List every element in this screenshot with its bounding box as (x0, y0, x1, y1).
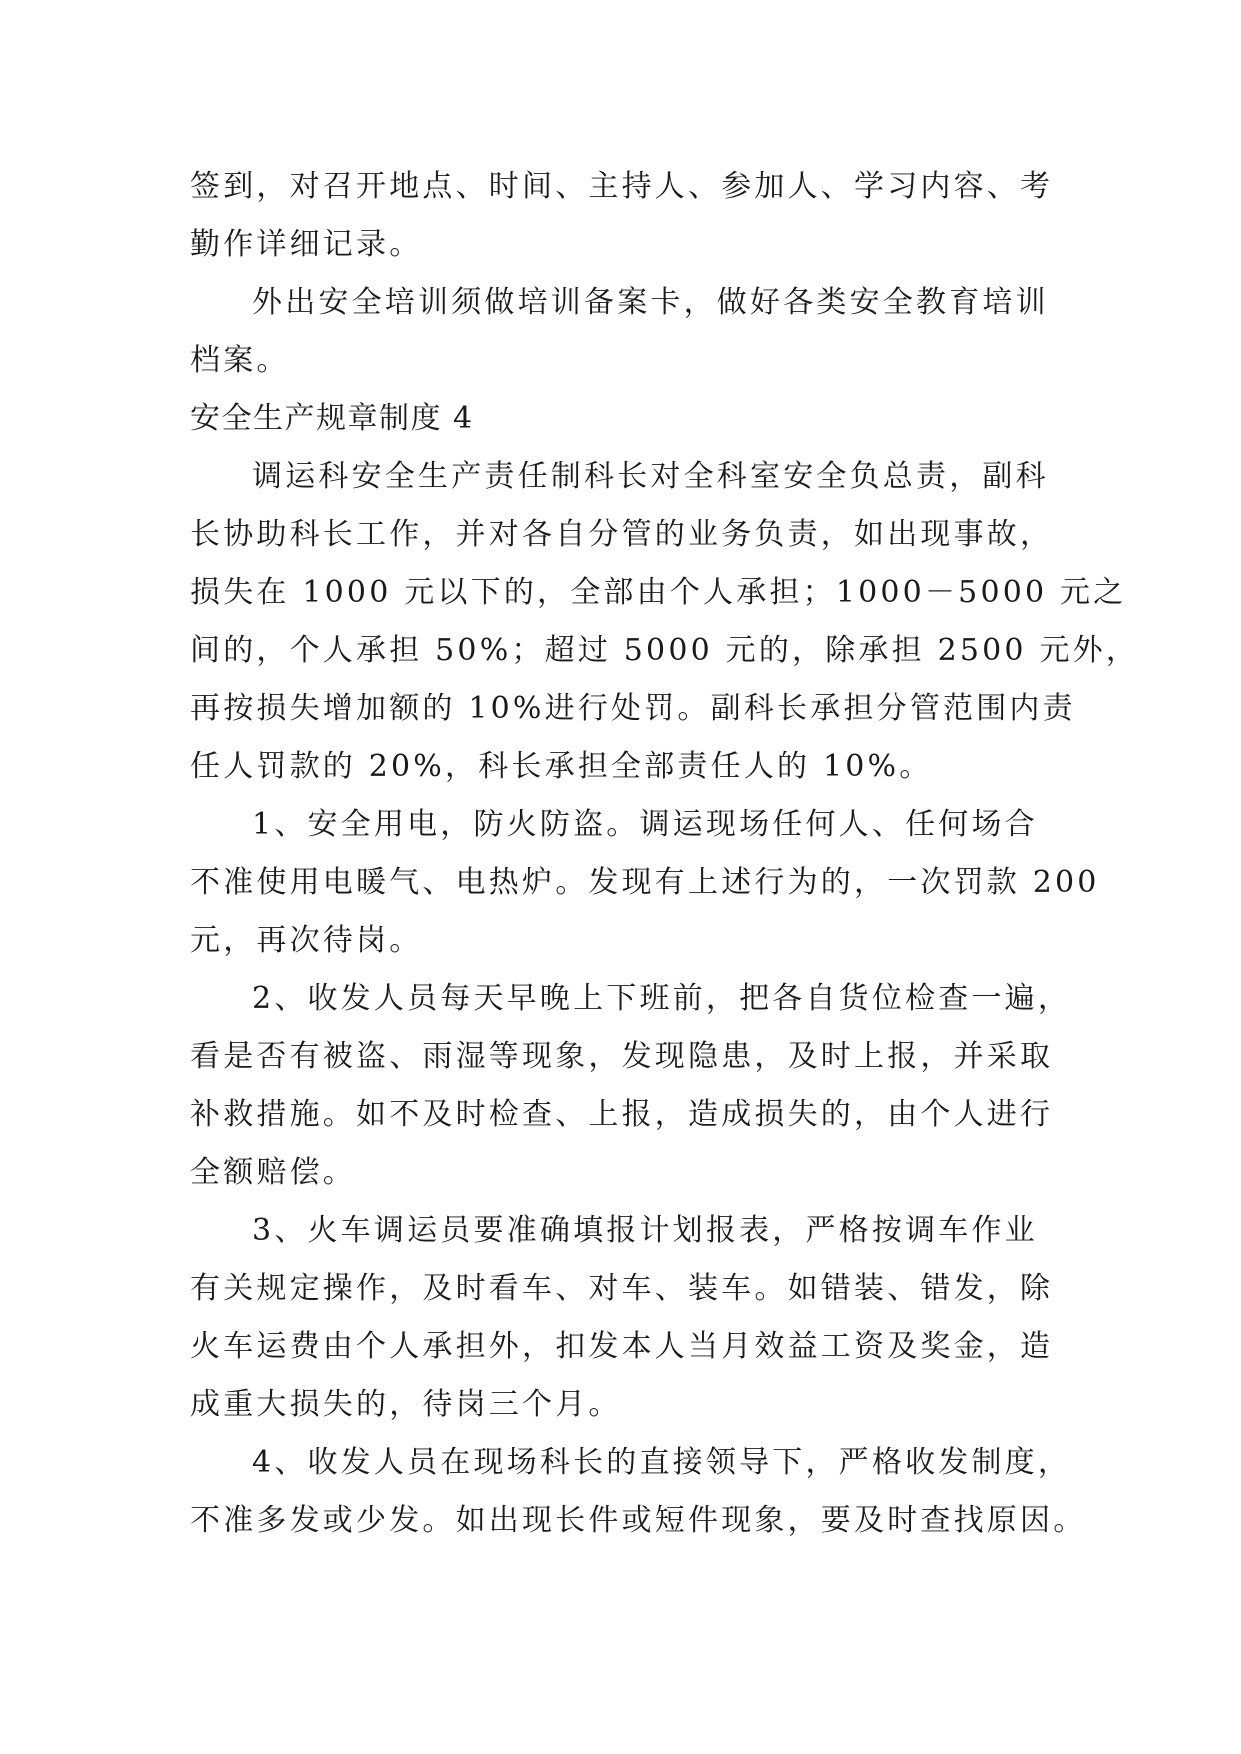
paragraph-start: 外出安全培训须做培训备案卡，做好各类安全教育培训 (252, 285, 1049, 320)
text-line: 元，再次待岗。 (190, 923, 423, 958)
text-line: 损失在 1000 元以下的，全部由个人承担；1000－5000 元之 (190, 575, 1127, 610)
document-body (190, 158, 1140, 1550)
text-line: 不准多发或少发。如出现长件或短件现象，要及时查找原因。 (190, 1503, 1087, 1538)
text-line: 长协助科长工作，并对各自分管的业务负责，如出现事故， (190, 517, 1054, 552)
paragraph-start: 1、安全用电，防火防盗。调运现场任何人、任何场合 (252, 807, 1038, 842)
paragraph-start: 3、火车调运员要准确填报计划报表，严格按调车作业 (252, 1213, 1038, 1248)
section-heading: 安全生产规章制度 4 (190, 401, 474, 436)
text-line: 看是否有被盗、雨湿等现象，发现隐患，及时上报，并采取 (190, 1039, 1054, 1074)
text-line: 档案。 (190, 343, 290, 378)
paragraph-start: 4、收发人员在现场科长的直接领导下，严格收发制度， (252, 1445, 1072, 1480)
text-line: 任人罚款的 20%，科长承担全部责任人的 10%。 (190, 749, 933, 784)
text-line: 签到，对召开地点、时间、主持人、参加人、学习内容、考 (190, 169, 1054, 204)
text-line: 补救措施。如不及时检查、上报，造成损失的，由个人进行 (190, 1097, 1054, 1132)
text-line: 间的，个人承担 50%；超过 5000 元的，除承担 2500 元外， (190, 633, 1140, 668)
paragraph-start: 调运科安全生产责任制科长对全科室安全负总责，副科 (252, 459, 1049, 494)
text-line: 不准使用电暖气、电热炉。发现有上述行为的，一次罚款 200 (190, 865, 1100, 900)
text-line: 火车运费由个人承担外，扣发本人当月效益工资及奖金，造 (190, 1329, 1054, 1364)
text-line: 成重大损失的，待岗三个月。 (190, 1387, 622, 1422)
text-line: 再按损失增加额的 10%进行处罚。副科长承担分管范围内责 (190, 691, 1076, 726)
text-line: 有关规定操作，及时看车、对车、装车。如错装、错发，除 (190, 1271, 1054, 1306)
text-line: 全额赔偿。 (190, 1155, 356, 1190)
paragraph-start: 2、收发人员每天早晚上下班前，把各自货位检查一遍， (252, 981, 1072, 1016)
text-line: 勤作详细记录。 (190, 227, 423, 262)
